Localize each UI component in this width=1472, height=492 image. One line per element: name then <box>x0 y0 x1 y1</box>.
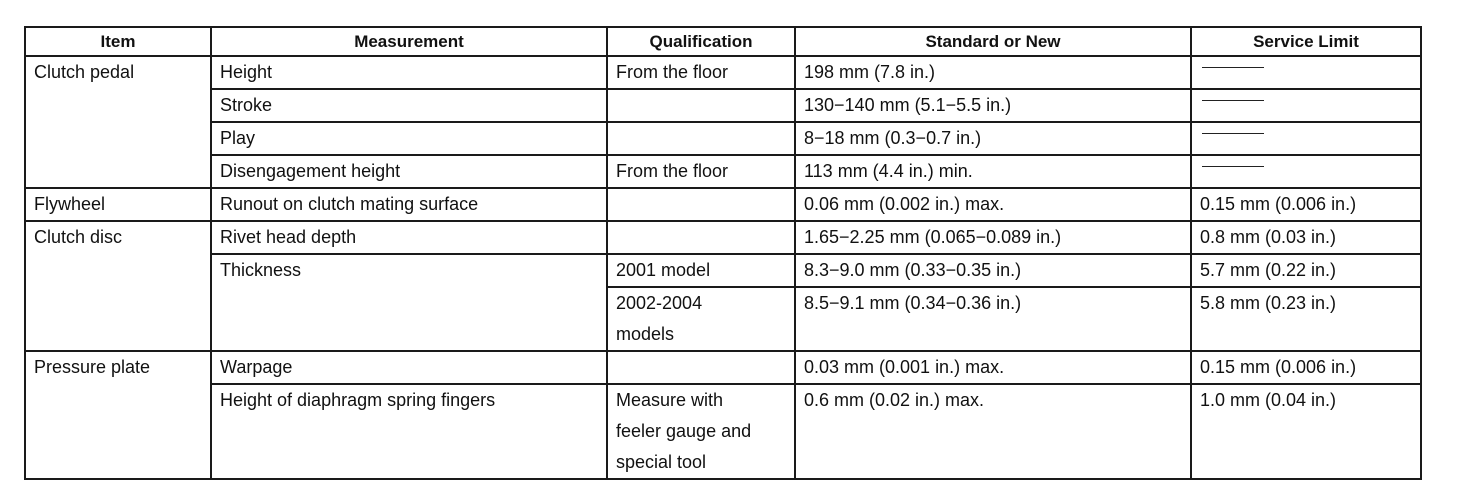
item-cell: Clutch disc <box>25 221 211 351</box>
measurement-cell: Disengagement height <box>211 155 607 188</box>
standard-cell: 130−140 mm (5.1−5.5 in.) <box>795 89 1191 122</box>
table-body <box>25 56 1421 479</box>
table-row <box>25 221 1421 254</box>
standard-cell: 8.5−9.1 mm (0.34−0.36 in.) <box>795 287 1191 351</box>
measurement-cell: Stroke <box>211 89 607 122</box>
qualification-cell <box>607 287 795 351</box>
qualification-line: 2002-2004 <box>616 293 703 313</box>
item-cell: Pressure plate <box>25 351 211 479</box>
measurement-cell: Height <box>211 56 607 89</box>
measurement-cell: Play <box>211 122 607 155</box>
service-limit-cell <box>1191 122 1421 155</box>
header-item: Item <box>25 27 211 56</box>
service-limit-cell <box>1191 89 1421 122</box>
qualification-line: From the floor <box>616 161 729 181</box>
service-limit-cell: 0.15 mm (0.006 in.) <box>1191 188 1421 221</box>
qualification-line: models <box>616 324 675 344</box>
qualification-cell <box>607 122 795 155</box>
measurement-cell: Thickness <box>211 254 607 351</box>
standard-cell: 8.3−9.0 mm (0.33−0.35 in.) <box>795 254 1191 287</box>
not-applicable-dash <box>1202 67 1264 68</box>
qualification-cell <box>607 351 795 384</box>
service-limit-cell: 1.0 mm (0.04 in.) <box>1191 384 1421 479</box>
table-row <box>25 254 1421 287</box>
qualification-cell <box>607 221 795 254</box>
standard-cell: 198 mm (7.8 in.) <box>795 56 1191 89</box>
table-row <box>25 89 1421 122</box>
table-row <box>25 155 1421 188</box>
not-applicable-dash <box>1202 100 1264 101</box>
standard-cell: 0.6 mm (0.02 in.) max. <box>795 384 1191 479</box>
service-limit-cell <box>1191 56 1421 89</box>
header-standard: Standard or New <box>795 27 1191 56</box>
service-limit-cell: 0.15 mm (0.006 in.) <box>1191 351 1421 384</box>
measurement-cell: Runout on clutch mating surface <box>211 188 607 221</box>
header-service-limit: Service Limit <box>1191 27 1421 56</box>
qualification-line: 2001 model <box>616 260 711 280</box>
qualification-line: Measure with <box>616 390 724 410</box>
table-header-row <box>25 27 1421 56</box>
header-qualification: Qualification <box>607 27 795 56</box>
not-applicable-dash <box>1202 133 1264 134</box>
qualification-line: From the floor <box>616 62 729 82</box>
standard-cell: 1.65−2.25 mm (0.065−0.089 in.) <box>795 221 1191 254</box>
qualification-line: special tool <box>616 452 707 472</box>
measurement-cell: Warpage <box>211 351 607 384</box>
qualification-cell <box>607 155 795 188</box>
table-row <box>25 188 1421 221</box>
qualification-cell <box>607 254 795 287</box>
service-limit-cell: 5.7 mm (0.22 in.) <box>1191 254 1421 287</box>
standard-cell: 0.03 mm (0.001 in.) max. <box>795 351 1191 384</box>
service-limit-cell: 5.8 mm (0.23 in.) <box>1191 287 1421 351</box>
item-cell: Clutch pedal <box>25 56 211 188</box>
measurement-cell: Rivet head depth <box>211 221 607 254</box>
qualification-cell <box>607 384 795 479</box>
table-row <box>25 122 1421 155</box>
header-measurement: Measurement <box>211 27 607 56</box>
standard-cell: 113 mm (4.4 in.) min. <box>795 155 1191 188</box>
standard-cell: 0.06 mm (0.002 in.) max. <box>795 188 1191 221</box>
service-limit-cell: 0.8 mm (0.03 in.) <box>1191 221 1421 254</box>
qualification-cell <box>607 89 795 122</box>
specifications-table <box>24 26 1422 480</box>
not-applicable-dash <box>1202 166 1264 167</box>
table-row <box>25 351 1421 384</box>
standard-cell: 8−18 mm (0.3−0.7 in.) <box>795 122 1191 155</box>
table-row <box>25 56 1421 89</box>
service-limit-cell <box>1191 155 1421 188</box>
qualification-cell <box>607 188 795 221</box>
qualification-line: feeler gauge and <box>616 421 752 441</box>
table-row <box>25 384 1421 479</box>
qualification-cell <box>607 56 795 89</box>
item-cell: Flywheel <box>25 188 211 221</box>
measurement-cell: Height of diaphragm spring fingers <box>211 384 607 479</box>
